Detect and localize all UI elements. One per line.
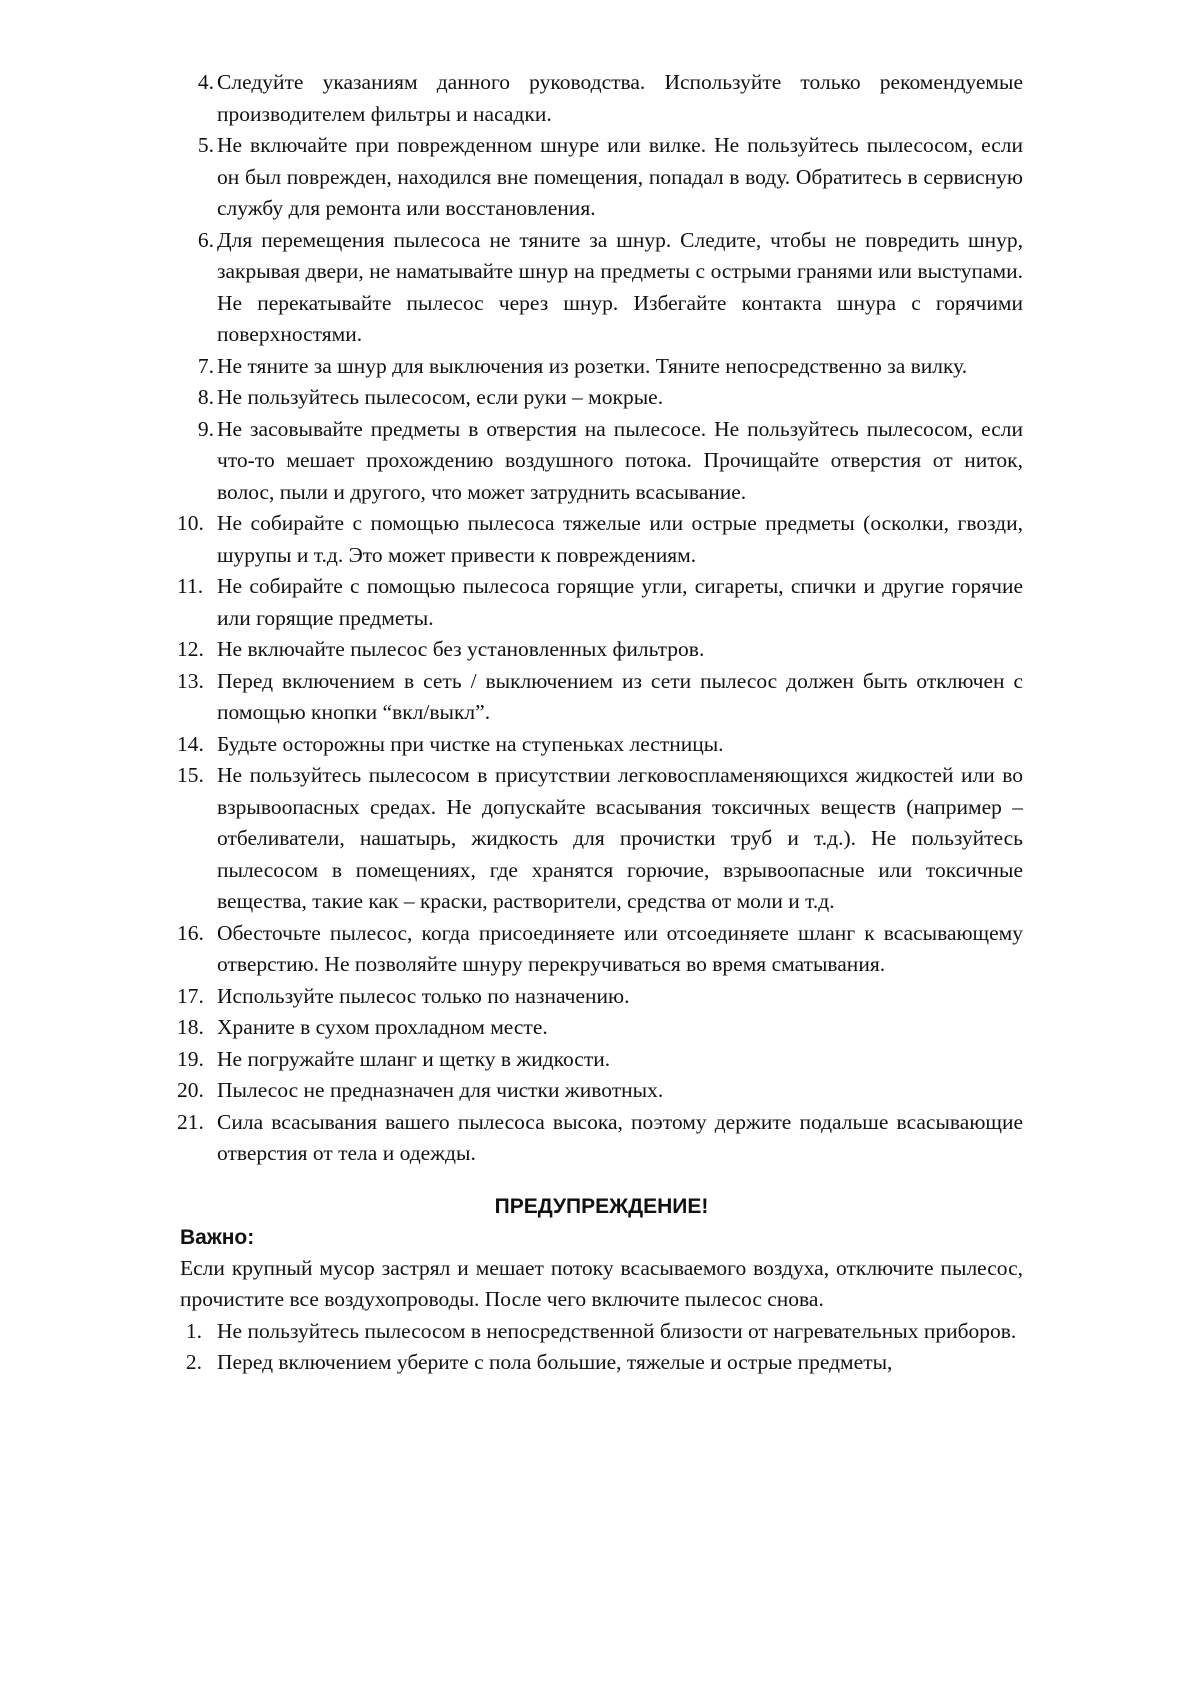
list-item: [180, 130, 1023, 225]
item-number: 15.: [177, 763, 204, 787]
list-item: [177, 918, 1023, 981]
item-text: Не пользуйтесь пылесосом в непосредственной близости от нагревательных приборов.: [217, 1318, 1017, 1343]
item-number: 10.: [177, 511, 204, 535]
list-item: [177, 981, 1023, 1013]
item-number: 7.: [197, 353, 214, 378]
list-item: [180, 414, 1023, 509]
item-number: 13.: [177, 668, 204, 693]
item-text: Сила всасывания вашего пылесоса высока, поэтому держите подальше всасывающие отверстия от тела и одежды.: [217, 1109, 1023, 1165]
item-number: 16.: [177, 920, 204, 945]
list-item: [177, 634, 1023, 666]
item-text: Не погружайте шланг и щетку в жидкости.: [217, 1046, 611, 1071]
item-text: Пылесос не предназначен для чистки животных.: [217, 1078, 664, 1102]
item-text: Будьте осторожны при чистке на ступеньках лестницы.: [217, 731, 724, 756]
list-item: [177, 760, 1023, 918]
item-number: 20.: [177, 1078, 204, 1102]
important-label: Важно:: [180, 1225, 255, 1249]
item-text: Перед включением в сеть / выключением из сети пылесос должен быть отключен с помощью кнопки “вкл/выкл”.: [217, 668, 1023, 724]
document-content: [177, 67, 1023, 1379]
item-number: 9.: [197, 416, 214, 441]
item-text: Не собирайте с помощью пылесоса тяжелые или острые предметы (осколки, гвозди, шурупы и т.д. Это может привести к повреждениям.: [217, 511, 1023, 567]
list-item: [177, 1012, 1023, 1044]
list-item: [180, 382, 1023, 414]
item-number: 12.: [177, 637, 204, 661]
list-item: [177, 571, 1023, 634]
item-text: Перед включением уберите с пола большие, тяжелые и острые предметы,: [217, 1350, 893, 1374]
warning-list: [180, 1316, 1023, 1379]
item-text: Храните в сухом прохладном месте.: [217, 1015, 548, 1039]
safety-rules-list: [177, 67, 1023, 1170]
item-number: 17.: [177, 983, 204, 1008]
item-number: 5.: [197, 133, 214, 157]
item-number: 1.: [185, 1318, 202, 1343]
list-item: [177, 729, 1023, 761]
item-text: Не собирайте с помощью пылесоса горящие угли, сигареты, спички и другие горячие или горящие предметы.: [217, 574, 1023, 630]
list-item: [180, 225, 1023, 351]
list-item: [177, 1107, 1023, 1170]
list-item: [180, 351, 1023, 383]
item-text: Следуйте указаниям данного руководства. Используйте только рекомендуемые производителем фильтры и насадки.: [217, 70, 1023, 126]
item-number: 14.: [177, 731, 204, 756]
item-number: 11.: [177, 574, 204, 598]
item-text: Не тяните за шнур для выключения из розетки. Тяните непосредственно за вилку.: [217, 353, 968, 378]
item-text: Для перемещения пылесоса не тяните за шнур. Следите, чтобы не повредить шнур, закрывая двери, не наматывайте шнур на предметы с острыми гранями или выступами. Не перекатывайте пылесос через шнур. Избегайте контакта шнура с горячими поверхностями.: [217, 227, 1023, 346]
item-number: 21.: [177, 1109, 204, 1134]
item-number: 8.: [197, 385, 214, 409]
warning-heading: ПРЕДУПРЕЖДЕНИЕ!: [494, 1194, 709, 1218]
item-text: Не включайте при поврежденном шнуре или вилке. Не пользуйтесь пылесосом, если он был поврежден, находился вне помещения, попадал в воду. Обратитесь в сервисную службу для ремонта или восстановления.: [217, 133, 1023, 220]
list-item: [180, 67, 1023, 130]
item-number: 4.: [197, 70, 214, 94]
warning-intro-paragraph: Если крупный мусор застрял и мешает потоку всасываемого воздуха, отключите пылесос, прочистите все воздухопроводы. После чего включите пылесос снова.: [180, 1255, 1023, 1311]
item-number: 2.: [185, 1350, 202, 1374]
item-number: 6.: [197, 227, 214, 252]
item-text: Не пользуйтесь пылесосом в присутствии легковоспламеняющихся жидкостей или во взрывоопасных средах. Не допускайте всасывания токсичных веществ (например – отбеливатели, нашатырь, жидкость для прочистки труб и т.д.). Не пользуйтесь пылесосом в помещениях, где хранятся горючие, взрывоопасные или токсичные вещества, такие как – краски, растворители, средства от моли и т.д.: [217, 763, 1023, 913]
list-item: [177, 508, 1023, 571]
item-text: Используйте пылесос только по назначению.: [217, 983, 630, 1008]
item-text: Не засовывайте предметы в отверстия на пылесосе. Не пользуйтесь пылесосом, если что-то мешает прохождению воздушного потока. Прочищайте отверстия от ниток, волос, пыли и другого, что может затруднить всасывание.: [217, 416, 1023, 504]
item-number: 19.: [177, 1046, 204, 1071]
item-number: 18.: [177, 1015, 204, 1039]
item-text: Не включайте пылесос без установленных фильтров.: [217, 637, 705, 661]
list-item: [180, 1347, 1023, 1379]
item-text: Не пользуйтесь пылесосом, если руки – мокрые.: [217, 385, 664, 409]
list-item: [177, 666, 1023, 729]
item-text: Обесточьте пылесос, когда присоединяете или отсоединяете шланг к всасывающему отверстию. Не позволяйте шнуру перекручиваться во время сматывания.: [217, 920, 1023, 976]
list-item: [177, 1075, 1023, 1107]
list-item: [177, 1044, 1023, 1076]
list-item: [180, 1316, 1023, 1348]
